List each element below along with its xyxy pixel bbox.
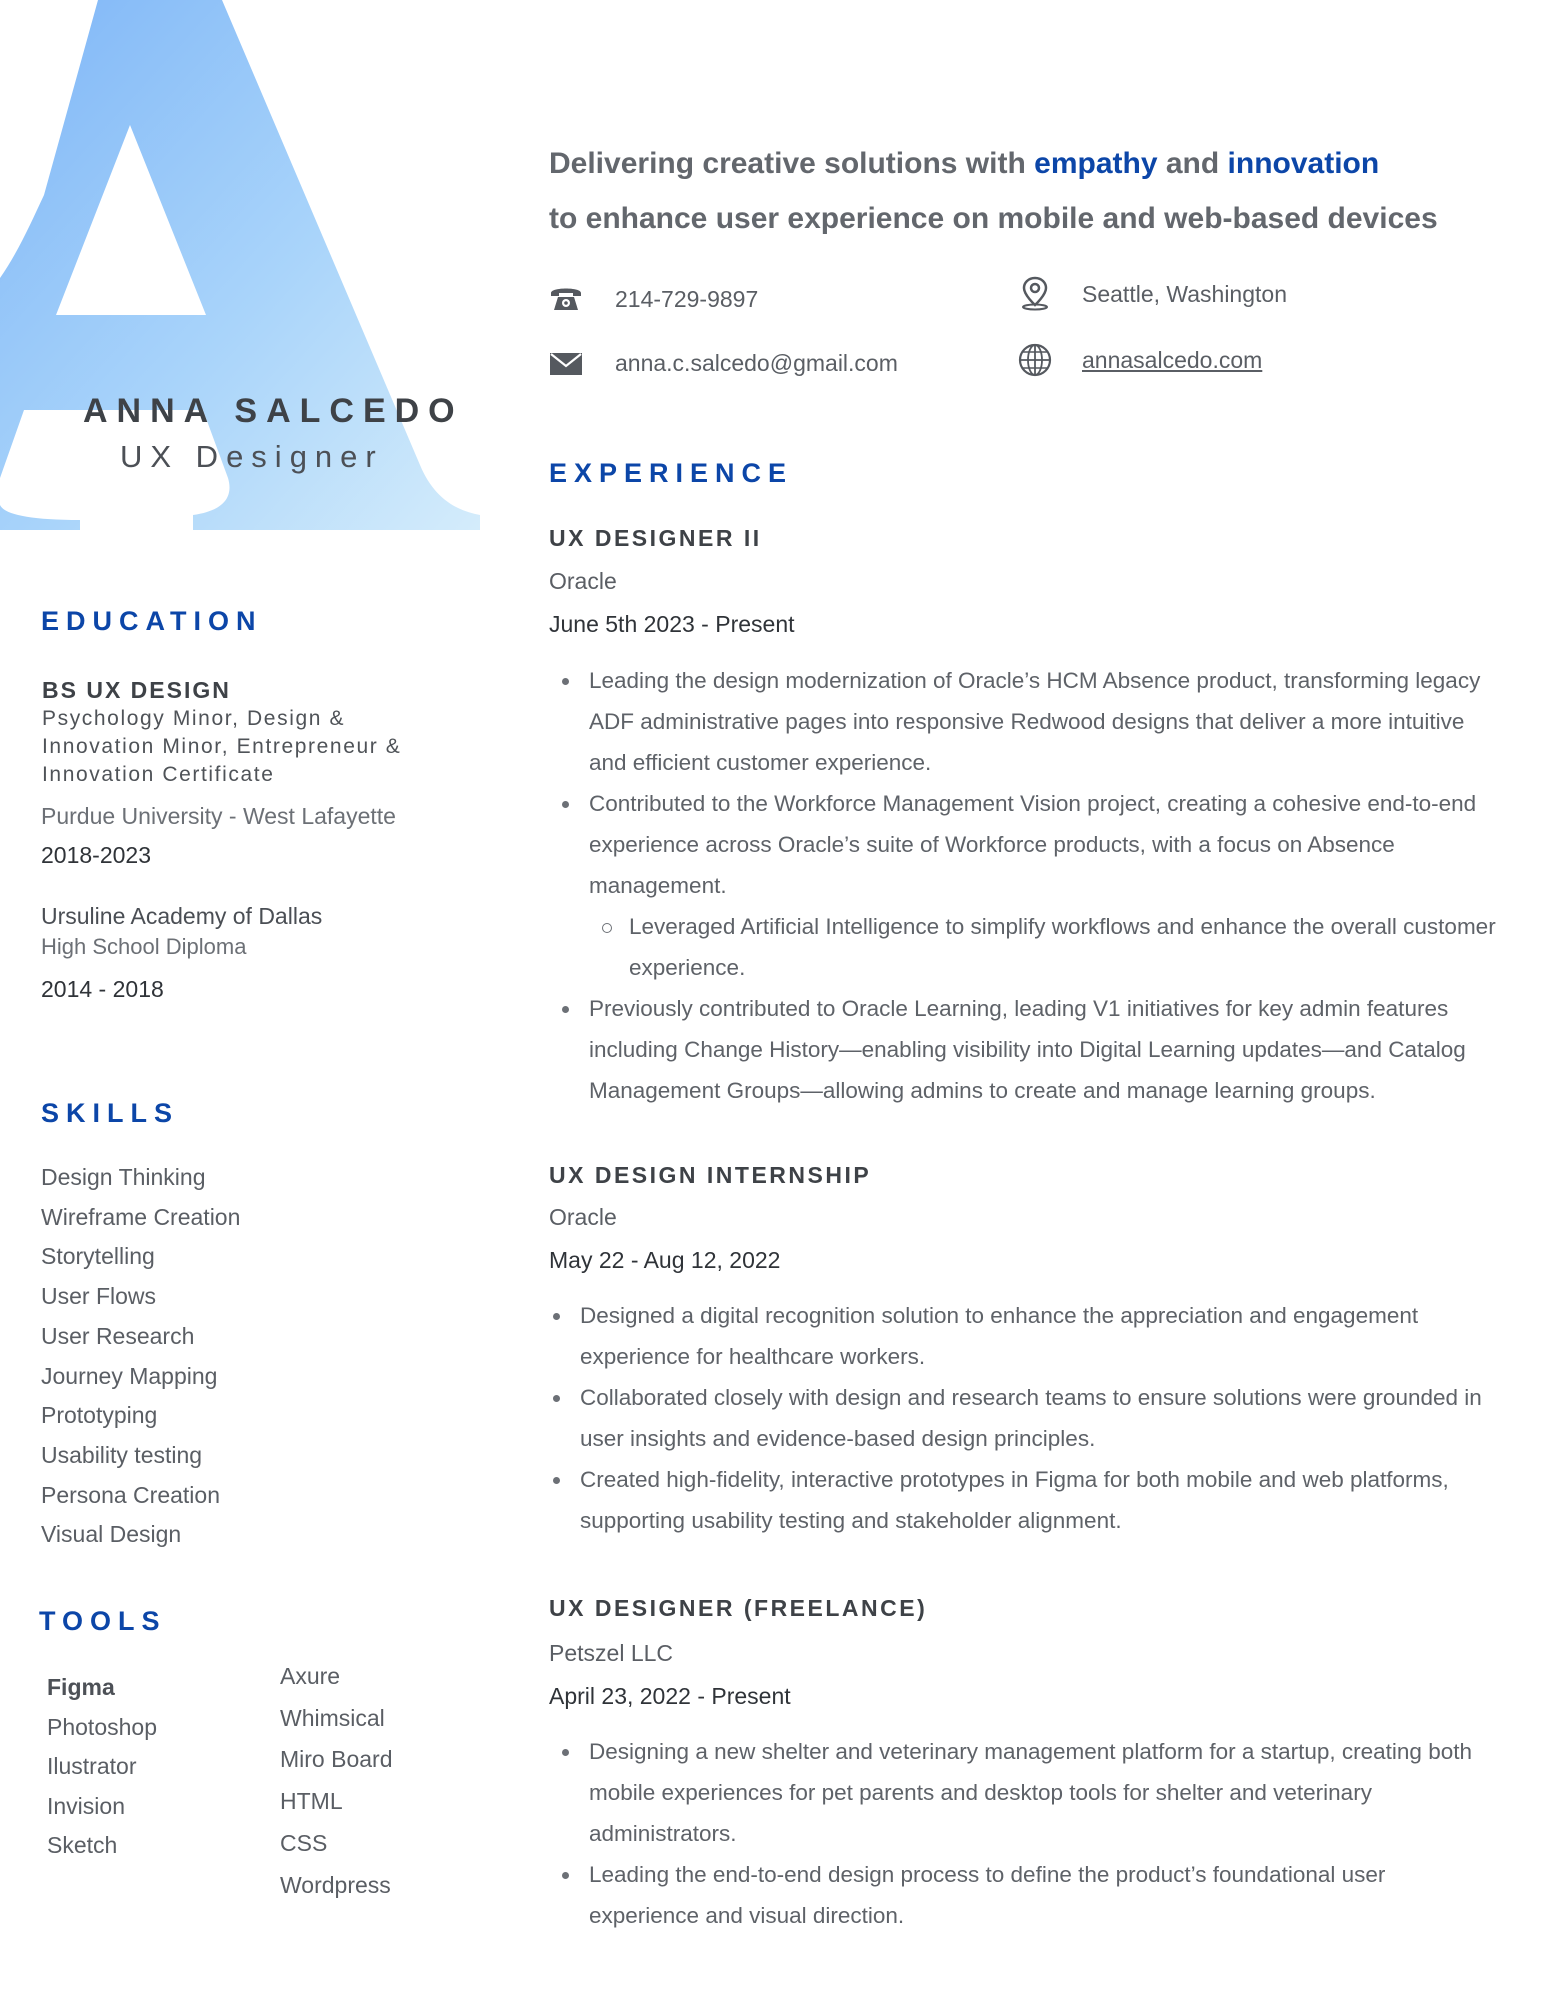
list-item: Persona Creation — [41, 1481, 220, 1508]
tagline — [549, 136, 1438, 246]
list-item: Designed a digital recognition solution to enhance the appreciation and engagement experience for healthcare workers. — [580, 1295, 1498, 1377]
high-school-years: 2014 - 2018 — [41, 976, 164, 1002]
list-item: Storytelling — [41, 1243, 155, 1270]
contact-email[interactable]: anna.c.salcedo@gmail.com — [615, 350, 898, 376]
contact-location: Seattle, Washington — [1082, 281, 1287, 307]
list-item: Collaborated closely with design and research teams to ensure solutions were grounded in user insights and evidence-based design principles. — [580, 1377, 1498, 1459]
list-item: Ilustrator — [47, 1753, 137, 1779]
contact-phone: 214-729-9897 — [615, 286, 759, 312]
list-item: Invision — [47, 1792, 125, 1819]
list-item: Design Thinking — [41, 1164, 206, 1190]
list-item: Photoshop — [47, 1713, 157, 1740]
education-degree: BS UX DESIGN — [42, 677, 231, 703]
tagline-highlight-empathy: empathy — [1034, 147, 1158, 180]
experience-heading: EXPERIENCE — [549, 458, 794, 488]
mail-icon — [548, 345, 584, 381]
tools-heading: TOOLS — [39, 1606, 167, 1636]
education-school: Purdue University - West Lafayette — [41, 803, 396, 829]
list-item: HTML — [280, 1788, 343, 1815]
tagline-highlight-innovation: innovation — [1227, 147, 1380, 180]
list-item: User Flows — [41, 1283, 157, 1310]
list-item: Axure — [280, 1663, 341, 1689]
globe-icon — [1017, 342, 1053, 378]
list-item: Wordpress — [280, 1871, 391, 1898]
job-bullets — [580, 1295, 1498, 1541]
tagline-line-2: to enhance user experience on mobile and web-based devices — [549, 202, 1438, 235]
job-dates: May 22 - Aug 12, 2022 — [549, 1247, 781, 1273]
job-bullets — [589, 660, 1499, 1111]
list-item: Previously contributed to Oracle Learning, leading V1 initiatives for key admin features including Change History—enabling visibility into Digital Learning updates—and Catalog Management Groups—allowing admins to create and manage learning groups. — [589, 988, 1499, 1111]
contact-website-link[interactable]: annasalcedo.com — [1082, 347, 1263, 373]
list-item: Leveraged Artificial Intelligence to simplify workflows and enhance the overall customer experience. — [629, 906, 1499, 988]
candidate-name: ANNA SALCEDO — [83, 392, 464, 430]
location-pin-icon — [1017, 275, 1053, 311]
list-item: Sketch — [47, 1832, 118, 1858]
skills-heading: SKILLS — [41, 1098, 180, 1128]
job-dates: June 5th 2023 - Present — [549, 611, 795, 637]
list-item: Whimsical — [280, 1704, 385, 1731]
education-heading: EDUCATION — [41, 606, 263, 636]
job-title: UX DESIGNER (FREELANCE) — [549, 1595, 928, 1621]
education-minors: Psychology Minor, Design & Innovation Minor, Entrepreneur & Innovation Certificate — [42, 707, 402, 786]
tools-list-primary — [47, 1668, 157, 1866]
tagline-line-1: Delivering creative solutions with empathy and innovation — [549, 147, 1380, 180]
list-item: Prototyping — [41, 1402, 158, 1429]
list-item: Leading the design modernization of Oracle’s HCM Absence product, transforming legacy ADF administrative pages into responsive Redwood designs that deliver a more intuitive and efficient customer experience. — [589, 660, 1499, 783]
list-item: Usability testing — [41, 1441, 203, 1468]
list-item: Journey Mapping — [41, 1362, 218, 1389]
job-title: UX DESIGN INTERNSHIP — [549, 1162, 872, 1188]
list-item: Visual Design — [41, 1521, 182, 1548]
sidebar — [0, 0, 480, 2000]
candidate-role: UX Designer — [120, 439, 384, 474]
job-company: Petszel LLC — [549, 1640, 674, 1666]
job-dates: April 23, 2022 - Present — [549, 1683, 791, 1709]
list-item: Created high-fidelity, interactive prototypes in Figma for both mobile and web platforms, supporting usability testing and stakeholder alignment. — [580, 1459, 1498, 1541]
high-school-diploma: High School Diploma — [41, 934, 247, 959]
list-item: Leading the end-to-end design process to define the product’s foundational user experience and visual direction. — [589, 1854, 1494, 1936]
job-company: Oracle — [549, 1204, 617, 1230]
list-item: Designing a new shelter and veterinary management platform for a startup, creating both mobile experiences for pet parents and desktop tools for shelter and veterinary administrators. — [589, 1731, 1494, 1854]
phone-icon — [548, 281, 584, 317]
list-item: Wireframe Creation — [41, 1203, 241, 1230]
tools-list-secondary — [280, 1656, 392, 1906]
list-item: User Research — [41, 1322, 195, 1349]
list-item: Figma — [47, 1674, 115, 1700]
skills-list — [41, 1158, 240, 1555]
list-item: Contributed to the Workforce Management Vision project, creating a cohesive end-to-end experience across Oracle’s suite of Workforce products, with a focus on Absence management. — [589, 783, 1499, 906]
list-item: CSS — [280, 1829, 328, 1856]
job-bullets — [589, 1731, 1494, 1936]
job-title: UX DESIGNER II — [549, 525, 762, 551]
high-school-name: Ursuline Academy of Dallas — [41, 903, 323, 929]
job-company: Oracle — [549, 568, 617, 594]
list-item: Miro Board — [280, 1746, 393, 1773]
education-years: 2018-2023 — [41, 842, 151, 868]
